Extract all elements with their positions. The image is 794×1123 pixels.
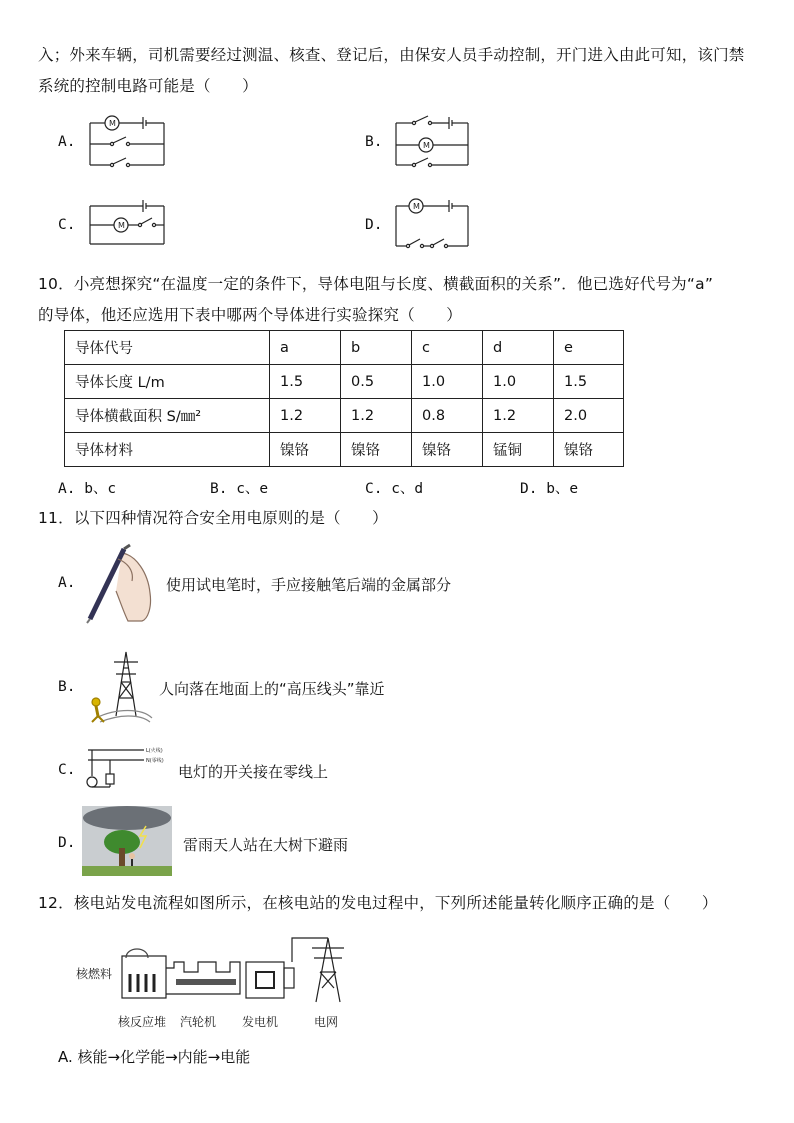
q9-option-a-label: A.	[58, 134, 76, 150]
table-cell: 1.2	[483, 399, 554, 433]
table-cell: 导体代号	[65, 331, 270, 365]
q9-circuit-c	[88, 196, 168, 248]
table-cell: 1.0	[483, 365, 554, 399]
table-cell: 1.5	[554, 365, 624, 399]
svg-text:N(零线): N(零线)	[146, 758, 164, 764]
q11-option-b-text: 人向落在地面上的“高压线头”靠近	[159, 680, 385, 698]
table-row	[65, 365, 624, 399]
table-cell: b	[341, 331, 412, 365]
table-cell: 1.5	[270, 365, 341, 399]
svg-text:电网: 电网	[314, 1015, 339, 1029]
high-voltage-tower-icon	[86, 648, 154, 724]
q9-option-c-label: C.	[58, 217, 76, 233]
q9-stem-line2: 系统的控制电路可能是（ ）	[38, 77, 258, 95]
svg-text:M: M	[423, 141, 430, 150]
q11-option-c-label: C.	[58, 762, 76, 778]
table-cell: a	[270, 331, 341, 365]
q10-option-d: D. b、e	[520, 481, 579, 497]
table-cell: 导体材料	[65, 433, 270, 467]
q12-stem: 12．核电站发电流程如图所示，在核电站的发电过程中，下列所述能量转化顺序正确的是（ ）	[38, 894, 718, 912]
table-cell: 1.2	[270, 399, 341, 433]
q9-circuit-d	[394, 196, 474, 252]
nuclear-power-flow-diagram	[76, 928, 366, 1032]
svg-text:核燃料: 核燃料	[76, 967, 113, 981]
q11-option-d-label: D.	[58, 835, 76, 851]
svg-text:M: M	[413, 202, 420, 211]
table-row	[65, 433, 624, 467]
q10-stem-line1: 10．小亮想探究“在温度一定的条件下，导体电阻与长度、横截面积的关系”．他已选好代号为“a”	[38, 275, 714, 293]
q10-stem-line2: 的导体，他还应选用下表中哪两个导体进行实验探究（ ）	[38, 306, 462, 324]
q9-option-b-label: B.	[365, 134, 383, 150]
table-cell: c	[412, 331, 483, 365]
q9-circuit-a	[88, 112, 168, 170]
svg-text:M: M	[109, 119, 116, 128]
table-cell: 0.8	[412, 399, 483, 433]
table-cell: 导体横截面积 S/㎜²	[65, 399, 270, 433]
table-cell: 镍铬	[412, 433, 483, 467]
q10-option-b: B. c、e	[210, 481, 269, 497]
table-cell: 1.0	[412, 365, 483, 399]
svg-text:L(火线): L(火线)	[146, 748, 163, 754]
q11-option-c-text: 电灯的开关接在零线上	[178, 763, 329, 781]
q11-option-b-label: B.	[58, 679, 76, 695]
q11-option-d-text: 雷雨天人站在大树下避雨	[183, 836, 349, 854]
table-row	[65, 331, 624, 365]
q10-option-a: A. b、c	[58, 481, 117, 497]
q11-stem: 11．以下四种情况符合安全用电原则的是（ ）	[38, 509, 388, 527]
tree-thunderstorm-icon	[82, 806, 172, 876]
svg-text:M: M	[118, 221, 125, 230]
table-cell: 0.5	[341, 365, 412, 399]
test-pen-hand-icon	[84, 543, 156, 623]
table-cell: e	[554, 331, 624, 365]
svg-text:汽轮机: 汽轮机	[180, 1015, 217, 1029]
q12-option-a: A. 核能→化学能→内能→电能	[58, 1048, 251, 1066]
table-cell: d	[483, 331, 554, 365]
q11-option-a-label: A.	[58, 575, 76, 591]
table-cell: 镍铬	[270, 433, 341, 467]
q9-circuit-b	[394, 112, 474, 170]
table-cell: 2.0	[554, 399, 624, 433]
svg-text:发电机: 发电机	[242, 1015, 279, 1029]
table-cell: 锰铜	[483, 433, 554, 467]
lamp-switch-wiring-icon	[84, 744, 174, 792]
q9-stem-line1: 入；外来车辆，司机需要经过测温、核查、登记后，由保安人员手动控制，开门进入由此可知，该门禁	[38, 46, 745, 64]
q9-option-d-label: D.	[365, 217, 383, 233]
q11-option-a-text: 使用试电笔时，手应接触笔后端的金属部分	[166, 576, 452, 594]
table-cell: 导体长度 L/m	[65, 365, 270, 399]
q10-option-c: C. c、d	[365, 481, 424, 497]
table-cell: 镍铬	[341, 433, 412, 467]
svg-text:核反应堆: 核反应堆	[118, 1015, 167, 1029]
q10-conductor-table	[64, 330, 624, 467]
table-cell: 1.2	[341, 399, 412, 433]
table-row	[65, 399, 624, 433]
table-cell: 镍铬	[554, 433, 624, 467]
